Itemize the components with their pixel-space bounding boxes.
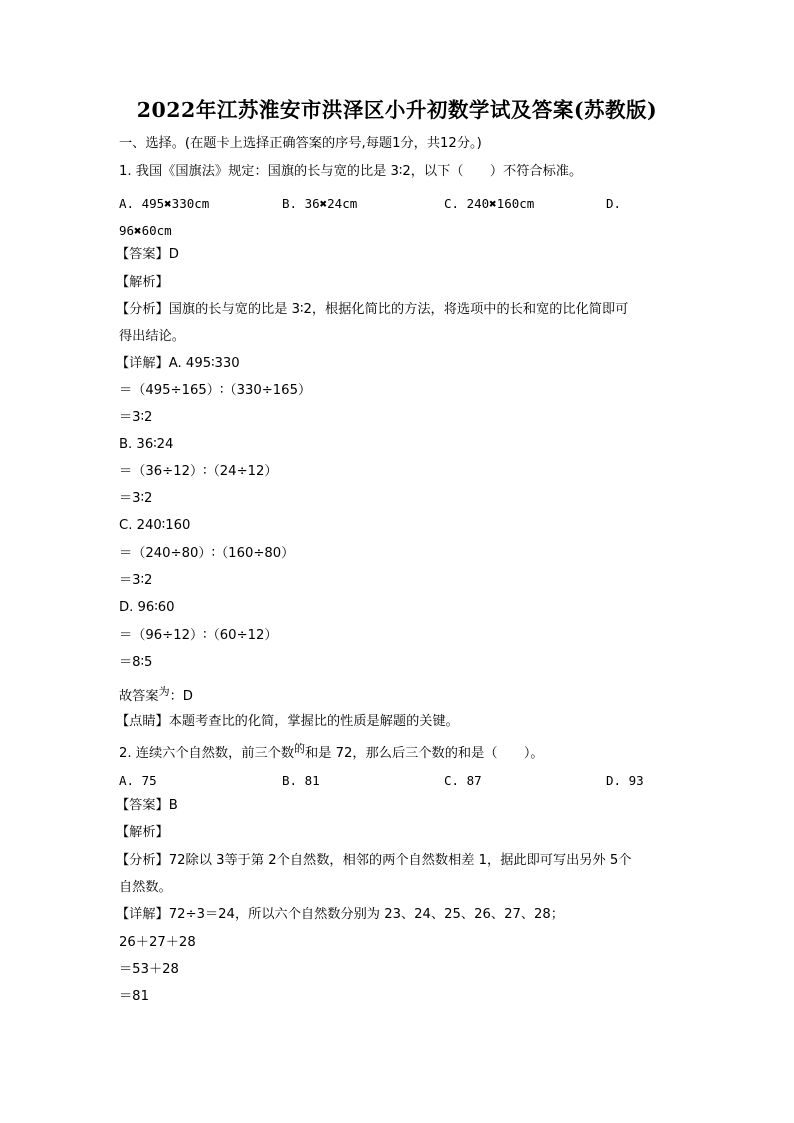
question-1-detail-line: ＝（240÷80）∶（160÷80） xyxy=(119,546,295,561)
question-1-stem: 1. 我国《国旗法》规定：国旗的长与宽的比是 3∶2，以下（ ）不符合标准。 xyxy=(119,164,583,179)
question-1-detail-line: ＝3∶2 xyxy=(119,573,153,588)
question-1-detail-line: ＝（96÷12）∶（60÷12） xyxy=(119,628,278,643)
question-1-detail-line: C. 240∶160 xyxy=(119,518,191,533)
question-1-conclusion xyxy=(119,685,193,706)
section-heading: 一、选择。(在题卡上选择正确答案的序号,每题1分，共12分。) xyxy=(119,136,482,151)
conclusion-suffix: ：D xyxy=(169,689,193,704)
question-2-stem xyxy=(119,742,544,763)
question-2-detail-line: ＝53＋28 xyxy=(119,962,179,977)
question-2-detail-line: 26＋27＋28 xyxy=(119,935,196,950)
question-1-detail-line: B. 36∶24 xyxy=(119,437,174,452)
question-2-analysis-line-1: 【分析】72除以 3等于第 2个自然数，相邻的两个自然数相差 1，据此即可写出另外 5个 xyxy=(116,853,632,868)
question-1-comment: 【点睛】本题考查比的化简，掌握比的性质是解题的关键。 xyxy=(116,714,459,729)
question-1-detail-line: ＝3∶2 xyxy=(119,410,153,425)
question-2-answer: 【答案】B xyxy=(116,798,178,813)
question-1-analysis-line-1: 【分析】国旗的长与宽的比是 3∶2，根据化简比的方法，将选项中的长和宽的比化简即可 xyxy=(116,302,629,317)
question-2-option-c: C. 87 xyxy=(444,773,482,788)
question-2-detail-line: 【详解】72÷3＝24，所以六个自然数分别为 23、24、25、26、27、28； xyxy=(116,907,564,922)
question-1-option-c: C. 240✖160cm xyxy=(444,196,535,211)
conclusion-superscript: 为 xyxy=(158,685,170,698)
question-1-detail-line: ＝3∶2 xyxy=(119,491,153,506)
question-2-option-b: B. 81 xyxy=(282,773,320,788)
question-1-detail-line: ＝（36÷12）∶（24÷12） xyxy=(119,464,278,479)
conclusion-prefix: 故答案 xyxy=(119,689,159,704)
document-title: 2022年江苏淮安市洪泽区小升初数学试及答案(苏教版) xyxy=(136,98,658,122)
stem-prefix: 2. 连续六个自然数，前三个数 xyxy=(119,746,295,761)
question-2-analysis-header: 【解析】 xyxy=(116,825,169,840)
question-1-detail-line: D. 96∶60 xyxy=(119,600,175,615)
question-1-option-a: A. 495✖330cm xyxy=(119,196,210,211)
question-2-analysis-line-2: 自然数。 xyxy=(119,880,172,895)
question-1-detail-line: 【详解】A. 495∶330 xyxy=(116,356,240,371)
question-2-option-d: D. 93 xyxy=(606,773,644,788)
question-1-option-b: B. 36✖24cm xyxy=(282,196,358,211)
question-1-option-d-value: 96✖60cm xyxy=(119,223,172,238)
question-1-analysis-header: 【解析】 xyxy=(116,275,169,290)
stem-superscript: 的 xyxy=(294,742,306,755)
question-1-answer: 【答案】D xyxy=(116,247,179,262)
question-1-detail-line: ＝8∶5 xyxy=(119,655,153,670)
question-1-analysis-line-2: 得出结论。 xyxy=(119,329,185,344)
question-2-option-a: A. 75 xyxy=(119,773,157,788)
question-2-detail-line: ＝81 xyxy=(119,989,149,1004)
question-1-detail-line: ＝（495÷165）∶（330÷165） xyxy=(119,383,312,398)
stem-suffix: 和是 72，那么后三个数的和是（ ）。 xyxy=(305,746,544,761)
question-1-option-d: D. xyxy=(606,196,622,211)
